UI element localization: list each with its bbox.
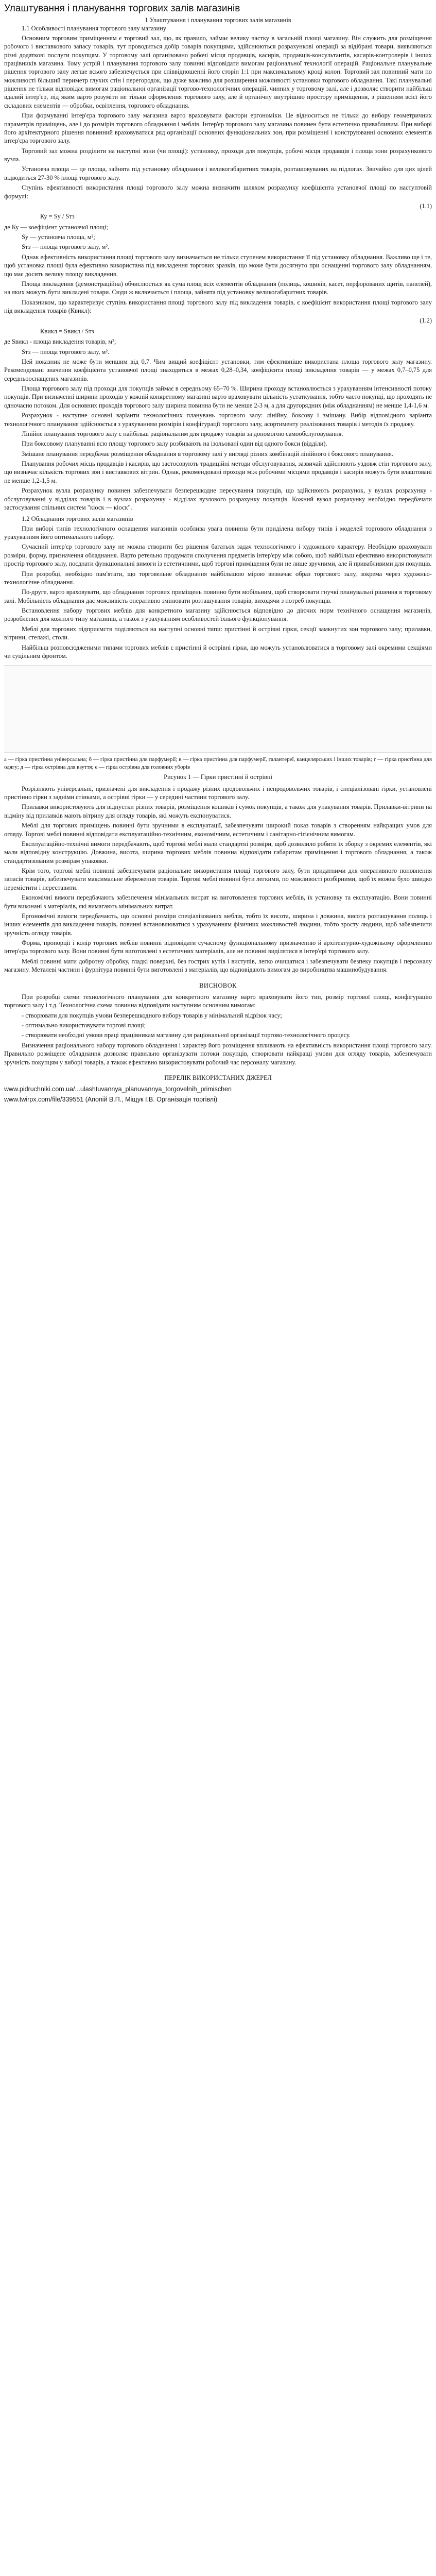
reference-link[interactable]: www.pidruchniki.com.ua/...ulashtuvannya_planuvannya_torgovelnih_primischen	[4, 1086, 232, 1093]
paragraph: Форма, пропорції і колір торгових меблів повинні відповідати сучасному функціональному призначенню й архітектурно-художньому оформленню інтер'єра торгового залу. Вони повинні бути виготовлені з естетичних матеріалів, але не повинні виділятися в інтер'єрі торгового залу.	[4, 939, 432, 955]
document	[0, 0, 436, 1110]
paragraph: Установча площа — це площа, зайнята під установку обладнання і великогабаритних товарів, розташовуваних на підлогах. Звичайно для цих цілей відводиться 27-30 % площі торгового залу.	[4, 165, 432, 181]
paragraph: Крім того, торгові меблі повинні забезпечувати раціональне використання площі торгового залу, бути придатними для оперативного поповнення запасів товарів, забезпечувати максимальне збереження товарів. Торгові меблі повинні бути легкими, по можливості розбірними, щоб їх можна було швидко перемістити і переставити.	[4, 867, 432, 891]
paragraph: Встановлення набору торгових меблів для конкретного магазину здійснюється відповідно до діючих норм технічного оснащення магазинів, розроблених для кожного типу магазинів, а також з урахуванням особливостей їхнього функціонування.	[4, 607, 432, 623]
paragraph: При виборі типів технологічного оснащення магазинів особлива увага повинна бути приділена вибору типів і моделей торгового обладнання з урахуванням його оптимального набору.	[4, 524, 432, 541]
paragraph: Планування робочих місць продавців і касирів, що застосовують традиційні методи обслуговування, зазвичай здійснюють уздовж стін торгового залу, що визначає кількість торгових зон і виставкових вітрин. Однак, рекомендовані проходи між робочими місцями продавців і касирів можуть бути влаштовані не менше 1,2-1,5 м.	[4, 460, 432, 484]
figure-caption: Рисунок 1 — Гірки пристінні й острівні	[164, 773, 272, 781]
formula-variable: Sу — установча площа, м²;	[22, 233, 95, 241]
paragraph: Площа торгового залу під проходи для покупців займає в середньому 65–70 %. Ширина проходу встановлюється з урахуванням інтенсивності потоку покупців. При визначенні ширини проходів у кожній конкретному магазині варто враховувати цільність устаткування, тобто часто покупці, що проходять не одночасно потоком. Для основних проходів торгового залу ширина повинна бути не менше 2-3 м, а для другорядних (між обладнанням) не менше 1,4-1,6 м.	[4, 385, 432, 409]
page-title: Улаштування і планування торгових залів магазинів	[4, 3, 240, 14]
reference-link[interactable]: www.twirpx.com/file/339551 (Апопій В.П., Міщук І.В. Організація торгівлі)	[4, 1095, 218, 1103]
figure-legend: а — гірка пристінна універсальна; б — гірка пристінна для парфумерії; в — гірка пристінна для парфумерії, галантереї, канцелярських і інших товарів; г — гірка пристінна для одягу; д — гірка острівна для взуття; є — гірка острівна для головних уборів	[4, 756, 432, 770]
paragraph: Ергономічні вимоги передбачають, що основні розміри спеціалізованих меблів, тобто їх висота, ширина і довжина, висота розташування полиць і інших елементів для викладення товарів, повинні встановлюватися з урахуванням фізичних можливостей людини, тобто зросту людини, щоб забезпечити зручність огляду товарів.	[4, 912, 432, 937]
paragraph: Площа викладення (демонстраційна) обчислюється як сума площ всіх елементів обладнання (полиць, кошиків, касет, перфорованих щитів, панелей), на яких можуть бути викладені товари. Сюди ж включається і площа, зайнята під установку великогабаритних товарів.	[4, 280, 432, 296]
paragraph: Торговий зал можна розділити на наступні зони (чи площі): установку, проходи для покупців, робочі місця продавців і площа зони розрахункового вузла.	[4, 147, 432, 163]
conclusion-list-item: - створювати необхідні умови праці працівникам магазину для раціональної організації торгово-технологічного процесу.	[22, 1031, 351, 1039]
paragraph: Меблі повинні мати добротну обробку, гладкі поверхні, без гострих кутів і виступів, легко очищатися і забезпечувати безпеку покупців і персоналу магазину. Металеві частини і фурнітура повинні бути виготовлені з матеріалів, що відповідають вимогам до виробництва машинобудування.	[4, 957, 432, 974]
paragraph: Однак ефективність використання площі торгового залу визначається не тільки ступенем використання її під установку обладнання. Важливо ще і те, щоб установка площі була ефективно використана під викладення торгових зразків, що може бути досягнуто при оснащенні торгового залу обладнанням, що має досить велику площу викладення.	[4, 253, 432, 278]
paragraph: Меблі для торгових підприємств поділяються на наступні основні типи: пристінні й острівні гірки, секції замкнутих зон торгового залу; прилавки, вітрини, стелажі, столи.	[4, 625, 432, 641]
references-heading: ПЕРЕЛІК ВИКОРИСТАНИХ ДЖЕРЕЛ	[164, 1074, 272, 1081]
formula: Квикл = Sвикл / Sтз	[40, 327, 94, 335]
paragraph: Цей показник не може бути меншим від 0,7. Чим вищий коефіцієнт установки, тим ефективніше використана площа торгового залу магазину. Рекомендовані значення коефіцієнта установчої площі знаходяться в межах 0,28–0,34, коефіцієнта площі викладення товарів — у межах 0,7–0,75 для середньооснащених магазинів.	[4, 358, 432, 382]
formula-legend: де Sвикл - площа викладення товарів, м²;	[4, 338, 116, 346]
paragraph: При формуванні інтер'єра торгового залу магазина варто враховувати фактори ергономіки. Це відноситься не тільки до вибору геометричних параметрів приміщень, але і до розмірів торгового обладнання і меблів. Інтер'єр торгового залу магазина повинен бути естетично привабливим. При виборі його архітектурного рішення повинний враховуватися ряд організації основних функціональних зон, при розміщенні і конструюванні основних елементів інтер'єра торгового залу.	[4, 112, 432, 145]
paragraph: Найбільш розповсюдженими типами торгових меблів є пристінні й острівні гірки, що можуть установлюватися в торговому залі окремими секціями чи суцільним фронтом.	[4, 643, 432, 659]
formula-number: (1.2)	[420, 317, 432, 325]
paragraph: Розрізняють універсальні, призначені для викладення і продажу різних продовольчих і непродовольчих товарів, і спеціалізовані гірки, установлені пристінно гірки з задніми стінками, а острівні гірки — у середині частини торгового залу.	[4, 785, 432, 801]
paragraph: Сучасний інтер'єр торгового залу не можна створити без рішення багатьох задач технологічного і художнього характеру. Необхідно враховувати розміри, форму, призначення обладнання. Варто ретельно продумати сполучення предметів інтер'єру між собою, щоб найбільш ефективно використовувати простір торгового залу, поєднати функціональні вимоги із естетичними, щоб торгові приміщення були не лише зручними, але й привабливими для покупців.	[4, 543, 432, 568]
paragraph: Показником, що характеризує ступінь використання площі торгового залу під викладення товарів, є коефіцієнт використання площі торгового залу під викладення товарів (Квикл):	[4, 298, 432, 315]
paragraph: При боксовому плануванні всю площу торгового залу розбивають на ізольовані один від одного бокси (відділи).	[22, 440, 327, 448]
paragraph: Ступінь ефективності використання площі торгового залу можна визначити шляхом розрахунку коефіцієнта установчої площі по наступтовій формулі:	[4, 184, 432, 200]
paragraph: Прилавки використовують для відпустки різних товарів, розміщення кошиків і сумок покупців, а також для упакування товарів. Прилавки-вітрини на відміну від прилавків мають вітрину для огляду товарів, які можуть експонуватися.	[4, 803, 432, 819]
paragraph: Лінійне планування торгового залу є найбільш раціональним для продажу товарів за допомогою самообслуговування.	[22, 430, 343, 437]
conclusion-paragraph: Визначення раціонального набору торгового обладнання і характер його розміщення впливають на ефективність використання площі торгового залу. Правильно розміщене обладнання дозволяє правильно організувати потоки покупців, створювати найкращі умови для огляду товарів, забезпечувати зручність покупцям у виборі товарів, а також ефективно використовувати робочий час персоналу магазину.	[4, 1041, 432, 1066]
formula: Ку = Sу / Sтз	[40, 213, 75, 221]
paragraph: Меблі для торгових приміщень повинні бути зручними в експлуатації, забезпечувати широкий показ товарів з створенням найкращих умов для огляду. Торгові меблі повинні відповідати експлуатаційно-технічним, економічним, естетичним і санітарно-гігієнічним вимогам.	[4, 822, 432, 838]
formula-variable: Sтз — площа торгового залу, м².	[22, 243, 110, 251]
formula-variable: Sтз — площа торгового залу, м².	[22, 348, 110, 355]
paragraph: Основним торговим приміщенням є торговий зал, що, як правило, займає велику частку в загальній площі магазину. Він служить для розміщення робочого і виставкового запасу товарів, тут проводиться добір товарів покупцями, здійснюються розрахункові операції за відібрані товари, виявляються різні додаткові послуги покупцям. У торговому залі організовано робочі місця продавців, касирів, продавців-консультантів, касирів-контролерів і інших працівників магазина. Тому устрій і планування торгового залу повинні відповідати вимогам раціональної технології операцій. Раціональне планувальне рішення торгового залу легше всього забезпечується при співвідношенні його сторін 1:1 при максимальному кроці колон. Торговий зал повинний мати по можливості більший периметр глухих стін і перегородок, що дуже важливо для розширення можливості установки торгового обладнання. Такі планувальні рішення не тільки відповідає вимогам раціональної організації торгово-технологічних операцій, чинних у торговому залі, але і дозволяє створити найбільш вдалий інтер'єр, під яким варто розуміти не тільки оформлення торгового залу, але й органічну внутрішню простору приміщення, з рішенням всієї його складових елементів — обробки, освітлення, торгового обладнання.	[4, 34, 432, 109]
conclusion-paragraph: При розробці схеми технологічного планування для конкретного магазину варто враховувати його тип, розмір торгової площі, конфігурацію торгового залу і т.д. Технологічна схема повинна відповідати наступним основним вимогам:	[4, 993, 432, 1009]
figure-image-placeholder	[4, 665, 432, 753]
conclusion-list-item: - оптимально використовувати торгові площі;	[22, 1022, 146, 1029]
formula-legend: де Ку — коефіцієнт установчої площі;	[4, 223, 108, 231]
subsection-heading-1: 1.1 Особливості планування торгового залу магазину	[22, 25, 166, 32]
conclusions-heading: ВИСНОВОК	[199, 981, 237, 989]
paragraph: Економічні вимоги передбачають забезпечення мінімальних витрат на виготовлення торгових меблів, їх установку та експлуатацію. Вони повинні бути виконані з матеріалів, які вимагають мінімальних витрат.	[4, 894, 432, 910]
paragraph: По-друге, варто враховувати, що обладнання торгових приміщень повинно бути мобільним, щоб створювати гнучкі планувальні рішення в торговому залі. Мобільність обладнання дає можливість оперативно змінювати розташування товарів, виходячи з потреб покупців.	[4, 588, 432, 604]
paragraph: Розрахунок - наступне основні варіанти технологічних планувань торгового залу: лінійну, боксову і змішану. Вибір відповідного варіанта технологічного планування здійснюється з урахуванням розмірів і конфігурації торгового залу, асортименту реалізованих товарів і методів їх продажу.	[4, 412, 432, 428]
formula-number: (1.1)	[420, 202, 432, 210]
paragraph: Розрахунок вузла розрахунку повинен забезпечувати безперешкодне пересування покупців, що здійснюють розрахунок, у вузлах розрахунку - обслуговуванні у відділах товарів і в вузлах розрахунку - відділах вузлового розрахунку покупців. Кожний вузол розрахунку необхідно передбачати застосування спільних систем "кіоск — кіоск".	[4, 487, 432, 511]
paragraph: Змішане планування передбачає розміщення обладнання в торговому залі у вигляді різних комбінацій лінійного і боксового планування.	[22, 450, 394, 457]
subsection-heading-2: 1.2 Обладнання торгових залів магазинів	[22, 515, 133, 523]
paragraph: При розробці, необхідно пам'ятати, що торговельне обладнання найбільшою мірою визначає образ торгового залу, зокрема через художньо-технологічне обладнання.	[4, 570, 432, 586]
paragraph: Експлуатаційно-технічні вимоги передбачають, щоб торгові меблі мали стандартні розміри, щоб дозволило робити їх зборку з окремих елементів, які мали відповідну конструкцію. Довжина, висота, ширина торгових меблів повинна відповідати габаритам приміщення і торгового обладнання, а також стандартизованим розмірам упаковки.	[4, 840, 432, 865]
section-heading: 1 Улаштування і планування торгових залів магазинів	[145, 16, 291, 24]
figure	[4, 665, 432, 781]
conclusion-list-item: - створювати для покупців умови безперешкодного вибору товарів у мінімальний відрізок часу;	[22, 1011, 282, 1019]
